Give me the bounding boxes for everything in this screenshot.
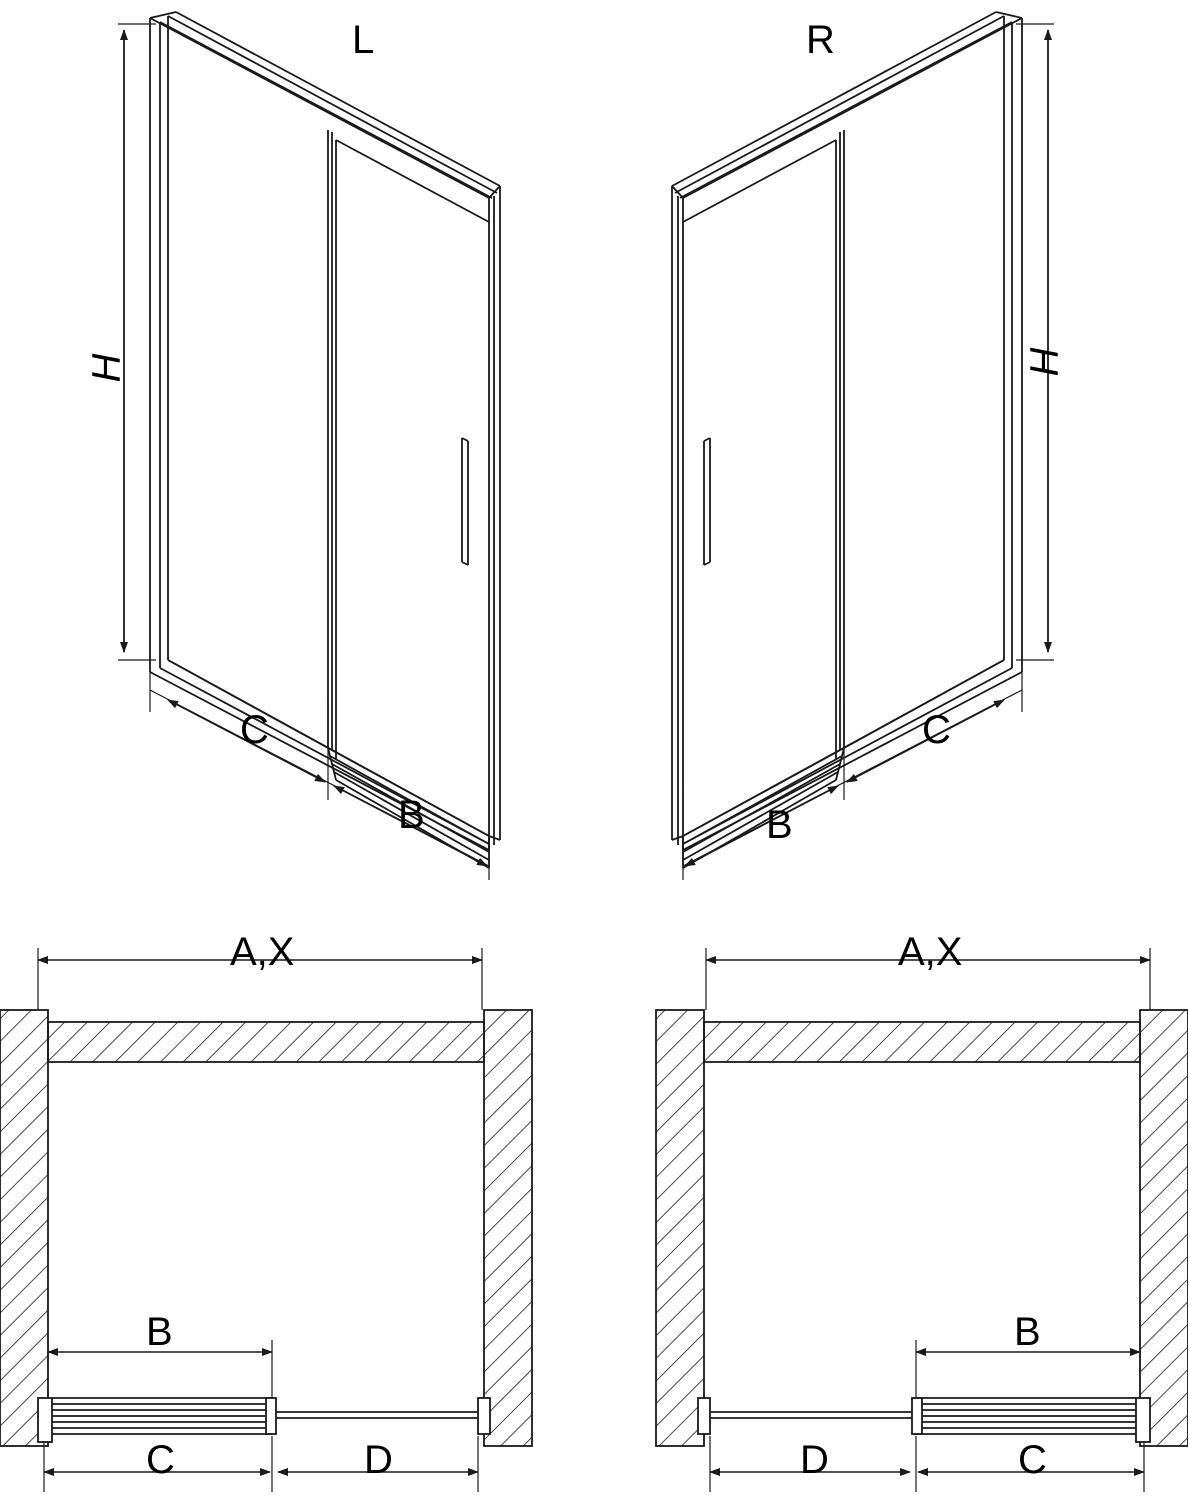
dimension-label-h-right: H	[1022, 347, 1067, 377]
dimension-label-b-iso-right: B	[766, 803, 793, 847]
dimension-label-b-plan-left: B	[146, 1310, 173, 1354]
variant-label-right: R	[806, 18, 835, 62]
dimension-label-h-left: H	[84, 353, 129, 383]
dimension-label-ax-left: A,X	[230, 930, 295, 974]
dimension-label-d-plan-left: D	[364, 1438, 393, 1482]
dimension-label-d-plan-right: D	[800, 1438, 829, 1482]
dimension-label-b-iso-left: B	[398, 793, 425, 837]
plan-left-geometry	[0, 948, 532, 1492]
dimension-label-c-plan-right: C	[1018, 1438, 1047, 1482]
dimension-label-ax-right: A,X	[898, 930, 963, 974]
dimension-label-c-iso-left: C	[240, 708, 269, 752]
dimension-label-c-iso-right: C	[922, 708, 951, 752]
iso-right-geometry	[672, 12, 1054, 880]
variant-label-left: L	[352, 18, 375, 62]
iso-left-geometry	[118, 12, 500, 880]
plan-right-geometry	[656, 948, 1188, 1492]
dimension-label-b-plan-right: B	[1014, 1310, 1041, 1354]
dimension-label-c-plan-left: C	[146, 1438, 175, 1482]
